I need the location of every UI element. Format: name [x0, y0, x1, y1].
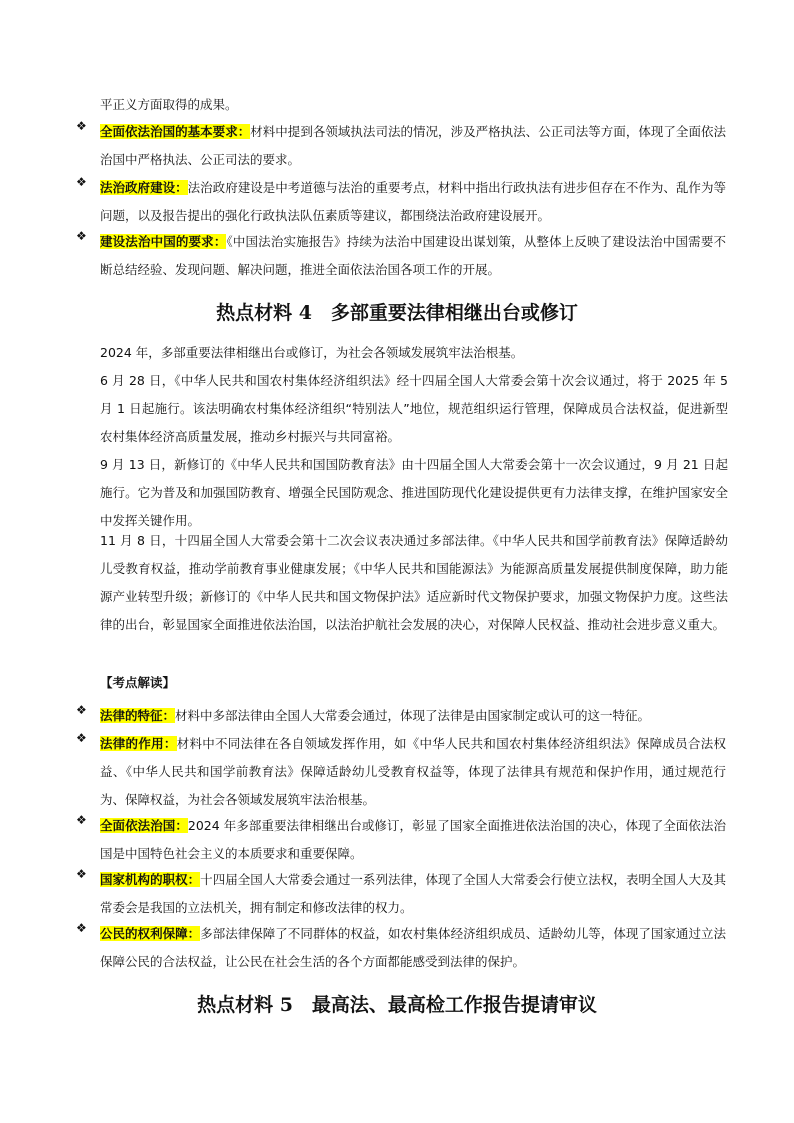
- bullet-item: [76, 920, 726, 976]
- bullet-label: 法律的作用：: [100, 736, 177, 751]
- diamond-bullet-icon: ❖: [76, 867, 87, 881]
- bullet-label: 法治政府建设：: [100, 180, 188, 195]
- bullet-label: 全面依法治国的基本要求：: [100, 124, 251, 139]
- bullet-item: [76, 730, 726, 814]
- bullet-label: 全面依法治国：: [100, 818, 188, 833]
- bullet-label: 国家机构的职权：: [100, 872, 201, 887]
- bullet-text: 《中国法治实施报告》持续为法治中国建设出谋划策，从整体上反映了建设法治中国需要不断总结经验、发现问题、解决问题，推进全面依法治国各项工作的开展。: [100, 234, 726, 277]
- section-heading: 热点材料 5 最高法、最高检工作报告提请审议: [197, 994, 597, 1016]
- diamond-bullet-icon: ❖: [76, 229, 87, 243]
- bullet-text: 法治政府建设是中考道德与法治的重要考点，材料中指出行政执法有进步但存在不作为、乱作为等问题，以及报告提出的强化行政执法队伍素质等建议，都围绕法治政府建设展开。: [100, 180, 726, 223]
- bullet-item: [76, 702, 726, 730]
- diamond-bullet-icon: ❖: [76, 731, 87, 745]
- paragraph: 9 月 13 日，新修订的《中华人民共和国国防教育法》由十四届全国人大常委会第十一次会议通过，9 月 21 日起施行。它为普及和加强国防教育、增强全民国防观念、推进国防现代化建设提供更有力法律支撑，在维护国家安全中发挥关键作用。: [100, 457, 728, 528]
- bullet-text: 材料中不同法律在各自领域发挥作用，如《中华人民共和国农村集体经济组织法》保障成员合法权益、《中华人民共和国学前教育法》保障适龄幼儿受教育权益等，体现了法律具有规范和保护作用，通过规范行为、保障权益，为社会各领域发展筑牢法治根基。: [100, 736, 726, 807]
- section-tag: 【考点解读】: [100, 675, 176, 690]
- bullet-label: 建设法治中国的要求：: [100, 234, 227, 249]
- diamond-bullet-icon: ❖: [76, 119, 87, 133]
- paragraph: 6 月 28 日，《中华人民共和国农村集体经济组织法》经十四届全国人大常委会第十次会议通过，将于 2025 年 5 月 1 日起施行。该法明确农村集体经济组织“特别法人”地位，规范组织运行管理，保障成员合法权益，促进新型农村集体经济高质量发展，推动乡村振兴与共同富裕。: [100, 373, 728, 444]
- diamond-bullet-icon: ❖: [76, 175, 87, 189]
- bullet-item: [76, 228, 726, 284]
- bullet-text: 十四届全国人大常委会通过一系列法律，体现了全国人大常委会行使立法权，表明全国人大及其常委会是我国的立法机关，拥有制定和修改法律的权力。: [100, 872, 726, 915]
- section-heading: 热点材料 4 多部重要法律相继出台或修订: [216, 302, 578, 324]
- bullet-text: 材料中多部法律由全国人大常委会通过，体现了法律是由国家制定或认可的这一特征。: [175, 708, 651, 723]
- diamond-bullet-icon: ❖: [76, 921, 87, 935]
- bullet-text: 材料中提到各领域执法司法的情况，涉及严格执法、公正司法等方面，体现了全面依法治国中严格执法、公正司法的要求。: [100, 124, 726, 167]
- diamond-bullet-icon: ❖: [76, 703, 87, 717]
- paragraph: 11 月 8 日，十四届全国人大常委会第十二次会议表决通过多部法律。《中华人民共和国学前教育法》保障适龄幼儿受教育权益，推动学前教育事业健康发展；《中华人民共和国能源法》为能源高质量发展提供制度保障，助力能源产业转型升级；新修订的《中华人民共和国文物保护法》适应新时代文物保护要求，加强文物保护力度。这些法律的出台，彰显国家全面推进依法治国，以法治护航社会发展的决心，对保障人民权益、推动社会进步意义重大。: [100, 533, 728, 632]
- diamond-bullet-icon: ❖: [76, 813, 87, 827]
- bullet-item: [76, 866, 726, 922]
- bullet-item: [76, 174, 726, 230]
- continuation-text: 平正义方面取得的成果。: [100, 97, 238, 112]
- bullet-text: 多部法律保障了不同群体的权益，如农村集体经济组织成员、适龄幼儿等，体现了国家通过立法保障公民的合法权益，让公民在社会生活的各个方面都能感受到法律的保护。: [100, 926, 726, 969]
- bullet-text: 2024 年多部重要法律相继出台或修订，彰显了国家全面推进依法治国的决心，体现了全面依法治国是中国特色社会主义的本质要求和重要保障。: [100, 818, 726, 861]
- bullet-item: [76, 118, 726, 174]
- bullet-label: 公民的权利保障：: [100, 926, 201, 941]
- paragraph: 2024 年，多部重要法律相继出台或修订，为社会各领域发展筑牢法治根基。: [100, 345, 524, 360]
- bullet-item: [76, 812, 726, 868]
- bullet-label: 法律的特征：: [100, 708, 176, 723]
